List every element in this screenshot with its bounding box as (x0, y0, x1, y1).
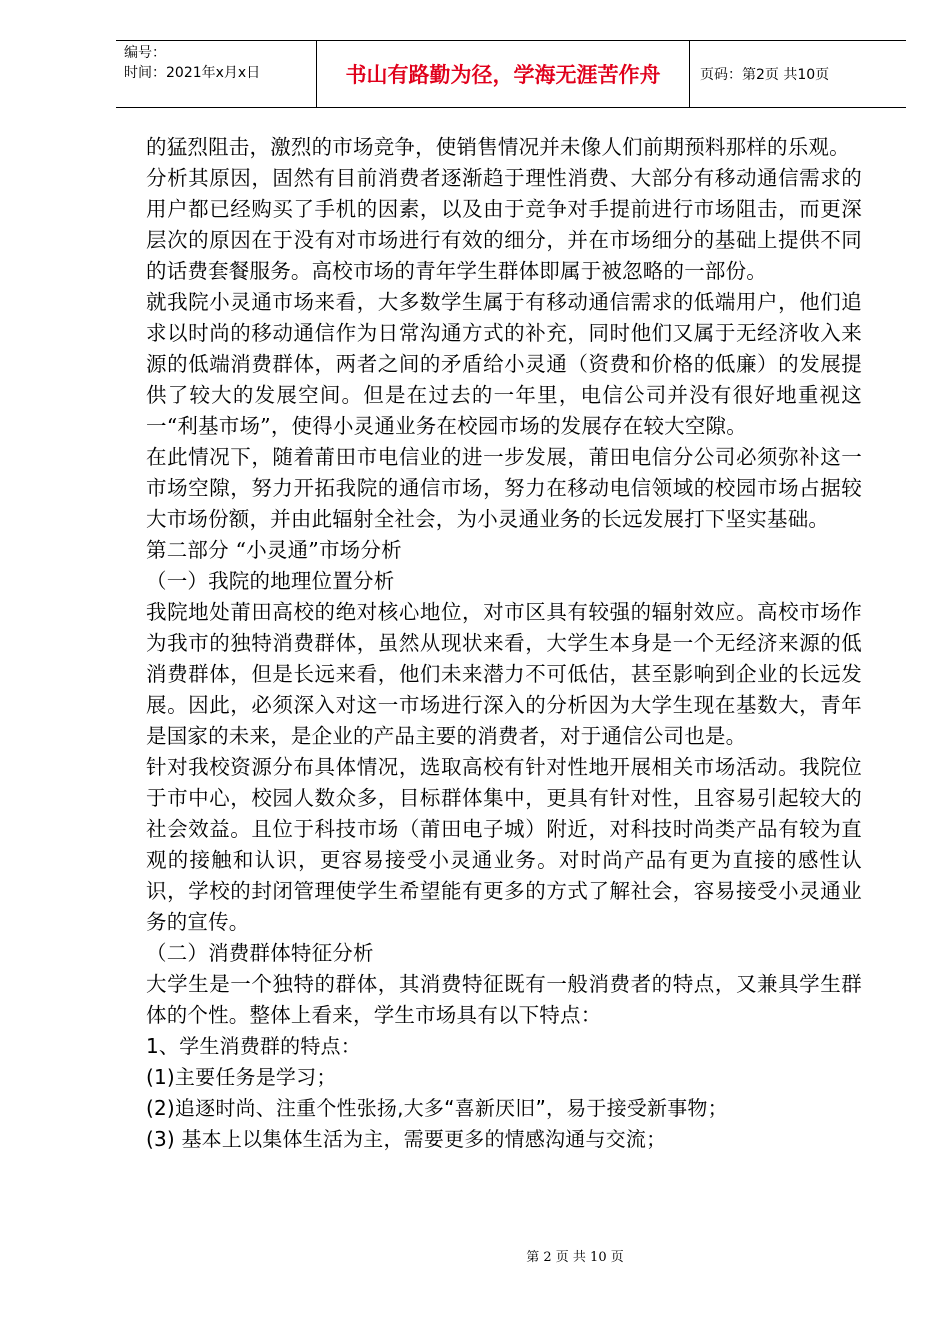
header-motto: 书山有路勤为径，学海无涯苦作舟 (316, 41, 690, 107)
list-item: (3) 基本上以集体生活为主，需要更多的情感沟通与交流； (146, 1127, 667, 1151)
list-heading: 1、学生消费群的特点： (146, 1034, 361, 1058)
paragraph: 的猛烈阻击，激烈的市场竞争，使销售情况并未像人们前期预料那样的乐观。 (146, 135, 850, 159)
section-heading: 第二部分 “小灵通”市场分析 (146, 538, 402, 562)
paragraph: 我院地处莆田高校的绝对核心地位，对市区具有较强的辐射效应。高校市场作为我市的独特消费群体，虽然从现状来看，大学生本身是一个无经济来源的低消费群体，但是长远来看，他们未来潜力不可低估，甚至影响到企业的长远发展。因此，必须深入对这一市场进行深入的分析因为大学生现在基数大，青年是国家的未来，是企业的产品主要的消费者，对于通信公司也是。 (146, 600, 862, 748)
paragraph: 在此情况下，随着莆田市电信业的进一步发展，莆田电信分公司必须弥补这一市场空隙，努力开拓我院的通信市场，努力在移动电信领域的校园市场占据较大市场份额，并由此辐射全社会，为小灵通业务的长远发展打下坚实基础。 (146, 445, 862, 531)
document-number-label: 编号： (124, 45, 166, 61)
subsection-heading: （二）消费群体特征分析 (146, 941, 374, 965)
paragraph: 针对我校资源分布具体情况，选取高校有针对性地开展相关市场活动。我院位于市中心，校园人数众多，目标群体集中，更具有针对性，且容易引起较大的社会效益。且位于科技市场（莆田电子城）附近，对科技时尚类产品有较为直观的接触和认识，更容易接受小灵通业务。对时尚产品有更为直接的感性认识，学校的封闭管理使学生希望能有更多的方式了解社会，容易接受小灵通业务的宣传。 (146, 755, 862, 934)
list-item: (2)追逐时尚、注重个性张扬,大多“喜新厌旧”，易于接受新事物； (146, 1096, 728, 1120)
document-time-label: 时间：2021年x月x日 (124, 65, 261, 81)
subsection-heading: （一）我院的地理位置分析 (146, 569, 395, 593)
header-meta (116, 41, 316, 107)
list-item: (1)主要任务是学习； (146, 1065, 337, 1089)
document-body (146, 132, 862, 1155)
header-page-info: 页码：第2页 共10页 (700, 67, 830, 83)
page-footer: 第 2 页 共 10 页 (526, 1250, 624, 1265)
paragraph: 分析其原因，固然有目前消费者逐渐趋于理性消费、大部分有移动通信需求的用户都已经购买了手机的因素，以及由于竞争对手提前进行市场阻击，而更深层次的原因在于没有对市场进行有效的细分，并在市场细分的基础上提供不同的话费套餐服务。高校市场的青年学生群体即属于被忽略的一部份。 (146, 166, 862, 283)
paragraph: 大学生是一个独特的群体，其消费特征既有一般消费者的特点，又兼具学生群体的个性。整体上看来，学生市场具有以下特点： (146, 972, 862, 1027)
paragraph: 就我院小灵通市场来看，大多数学生属于有移动通信需求的低端用户，他们追求以时尚的移动通信作为日常沟通方式的补充，同时他们又属于无经济收入来源的低端消费群体，两者之间的矛盾给小灵通（资费和价格的低廉）的发展提供了较大的发展空间。但是在过去的一年里，电信公司并没有很好地重视这一“利基市场”，使得小灵通业务在校园市场的发展存在较大空隙。 (146, 290, 862, 438)
page-header (116, 40, 906, 108)
